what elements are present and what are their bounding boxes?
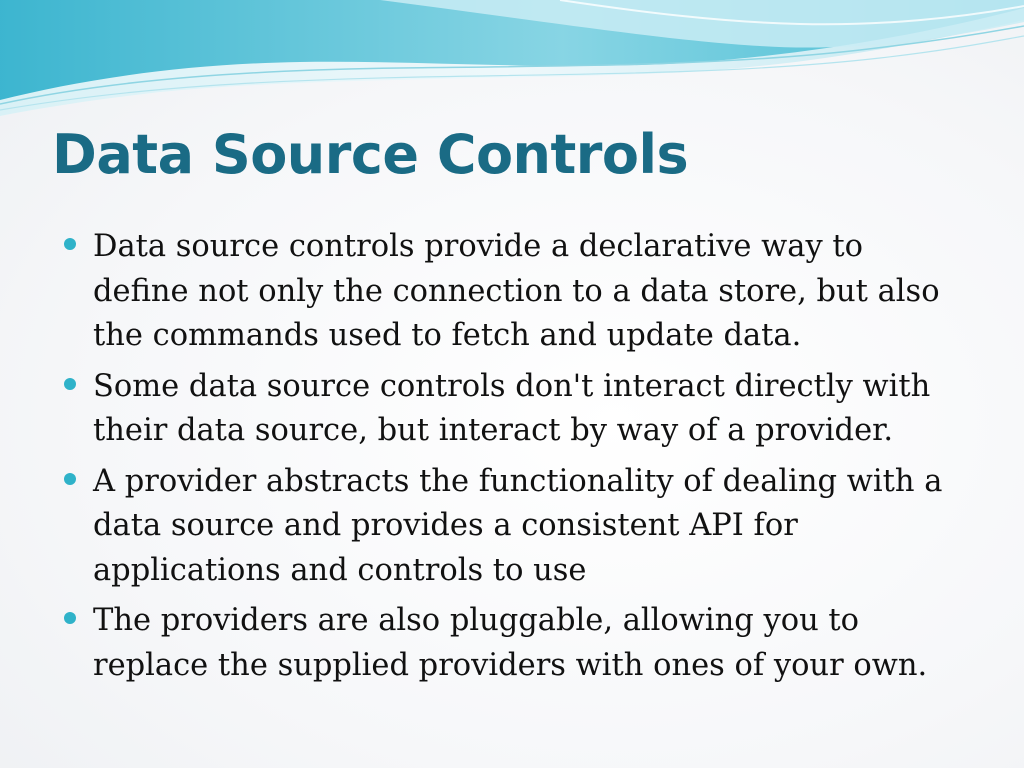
bullet-dot-icon bbox=[64, 473, 76, 485]
bullet-dot-icon bbox=[64, 238, 76, 250]
header-wave-decoration bbox=[0, 0, 1024, 130]
bullet-dot-icon bbox=[64, 378, 76, 390]
bullet-item bbox=[62, 365, 967, 454]
slide-title: Data Source Controls bbox=[52, 123, 689, 186]
bullet-list bbox=[62, 225, 967, 694]
bullet-item bbox=[62, 460, 967, 594]
bullet-dot-icon bbox=[64, 612, 76, 624]
bullet-item bbox=[62, 225, 967, 359]
bullet-text: The providers are also pluggable, allowing you to replace the supplied providers with ones of your own. bbox=[93, 603, 928, 683]
bullet-item bbox=[62, 599, 967, 688]
bullet-text: A provider abstracts the functionality of dealing with a data source and provides a consistent API for applications and controls to use bbox=[93, 463, 943, 588]
bullet-text: Data source controls provide a declarative way to define not only the connection to a data store, but also the commands used to fetch and update data. bbox=[93, 229, 940, 353]
bullet-text: Some data source controls don't interact directly with their data source, but interact by way of a provider. bbox=[93, 368, 931, 448]
